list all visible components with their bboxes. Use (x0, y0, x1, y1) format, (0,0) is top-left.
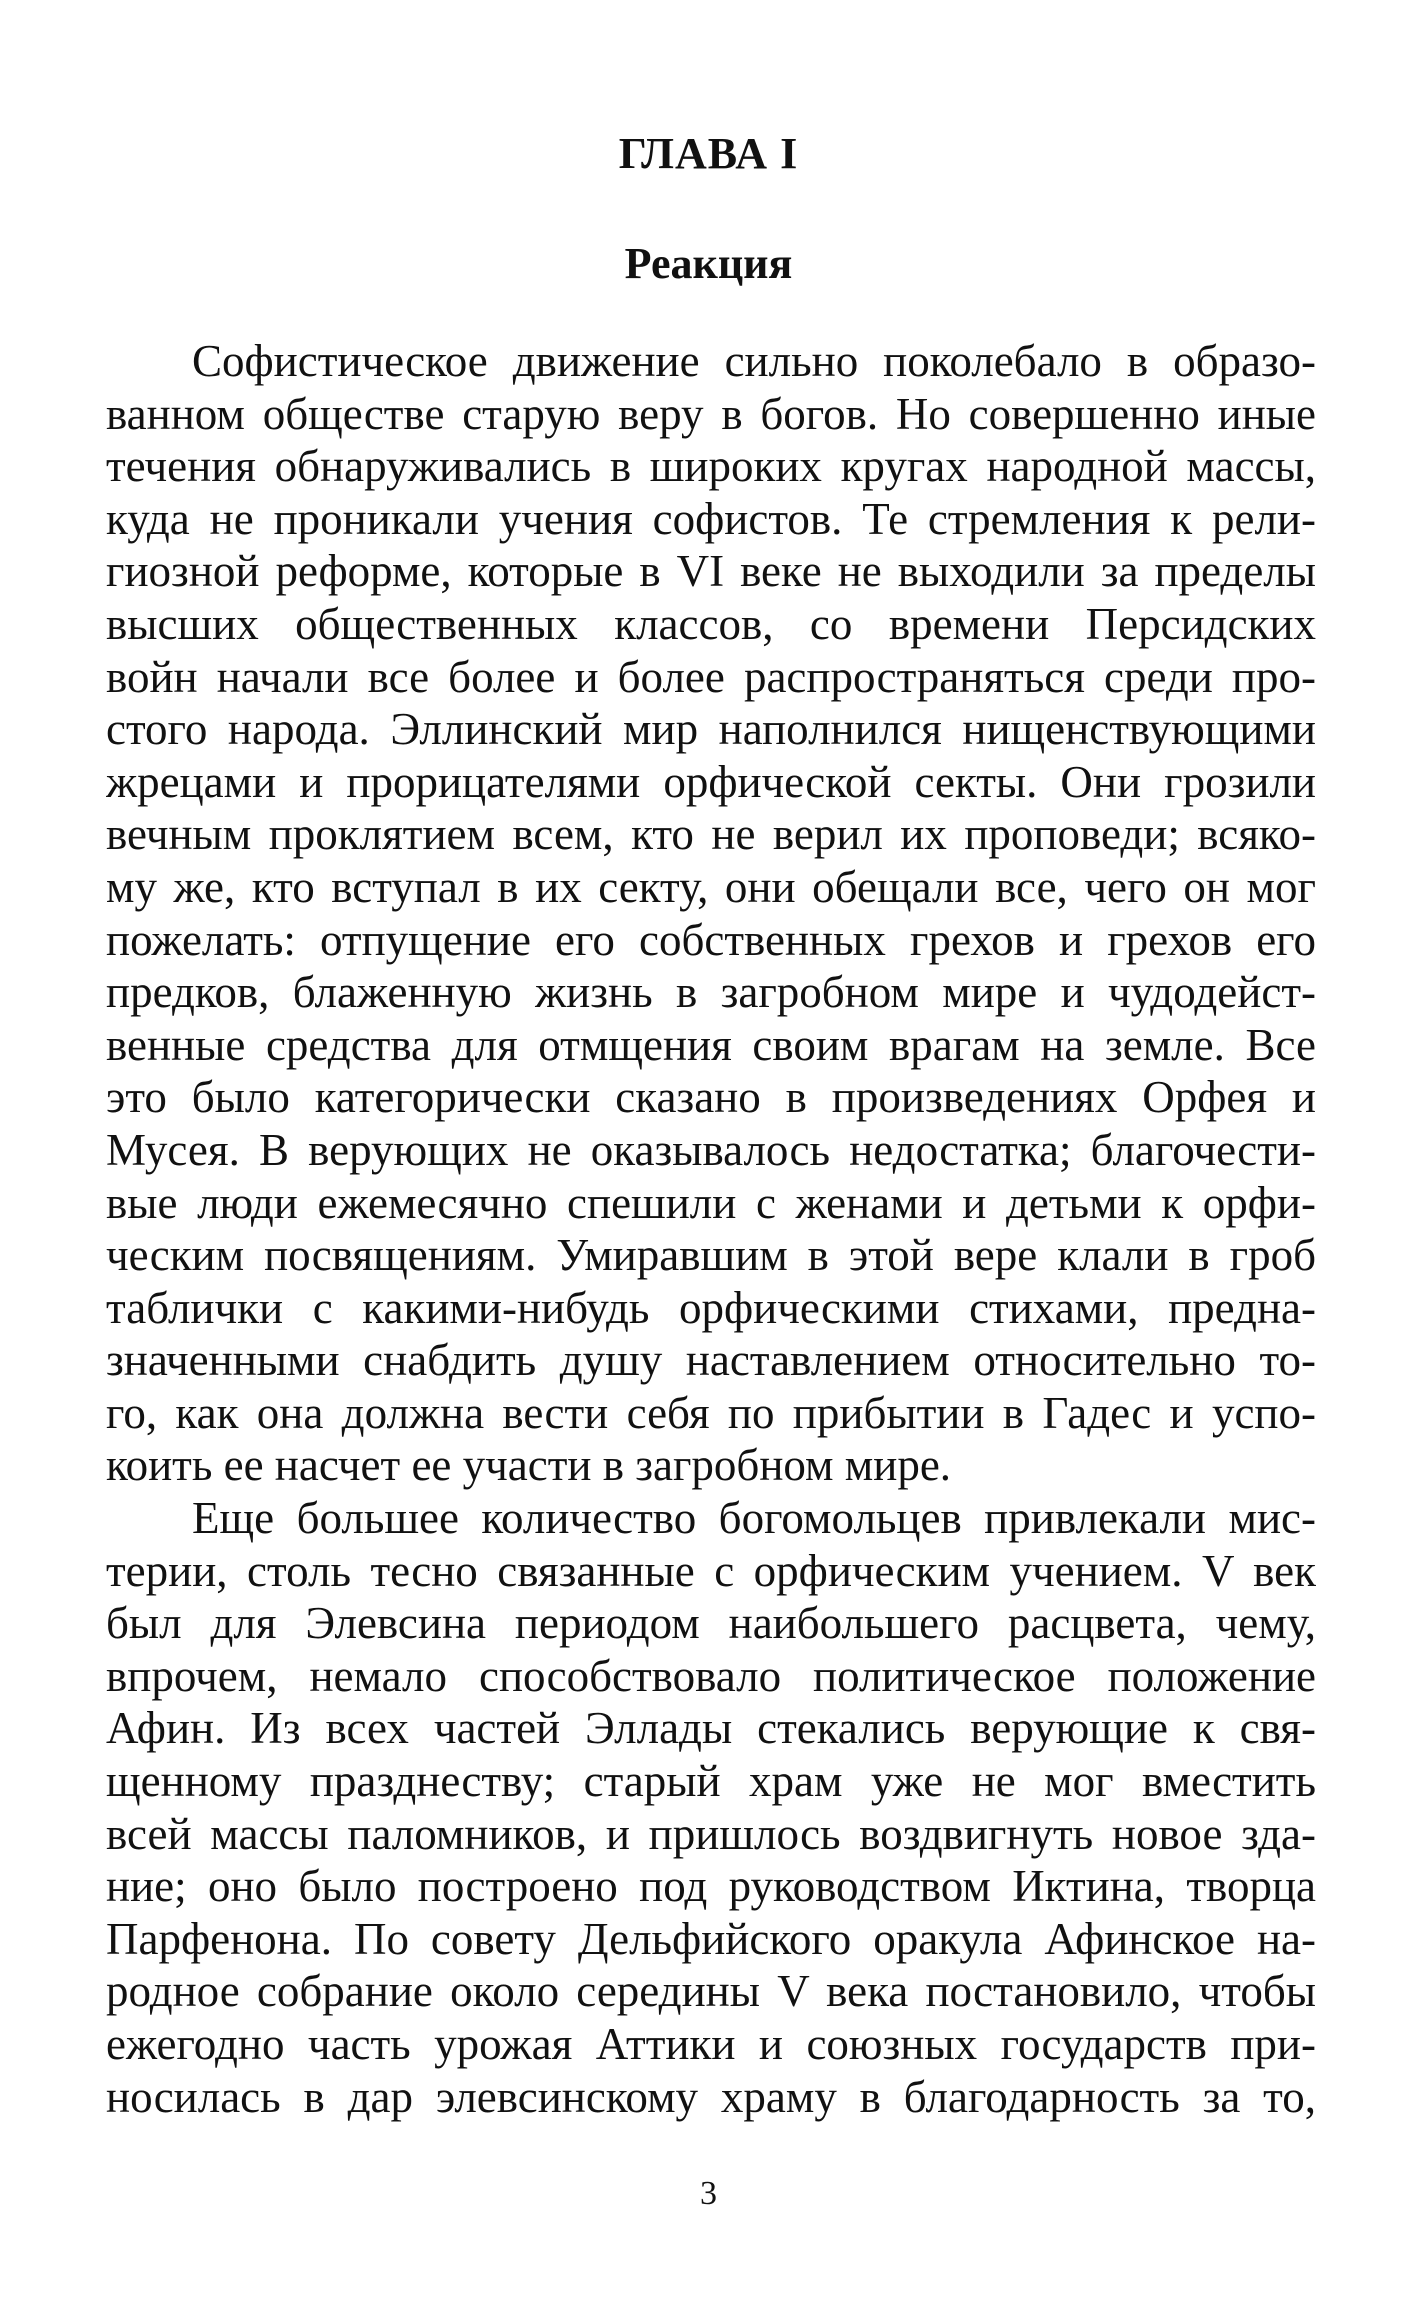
text-line: впрочем, немало способствовало политическое положение (106, 1650, 1316, 1701)
text-line: это было категорически сказано в произведениях Орфея и (106, 1072, 1316, 1123)
body-text (106, 335, 1316, 2123)
text-line: всей массы паломников, и пришлось воздвигнуть новое зда- (106, 1808, 1316, 1859)
text-line: го, как она должна вести себя по прибытии в Гадес и успо- (106, 1387, 1316, 1438)
text-line: Афин. Из всех частей Эллады стекались верующие к свя- (106, 1703, 1316, 1754)
text-line: жрецами и прорицателями орфической секты. Они грозили (106, 756, 1316, 807)
chapter-title: ГЛАВА I (618, 129, 799, 178)
text-line: войн начали все более и более распространяться среди про- (106, 651, 1316, 702)
text-line: носилась в дар элевсинскому храму в благодарность за то, (106, 2071, 1316, 2122)
text-line: был для Элевсина периодом наибольшего расцвета, чему, (106, 1598, 1316, 1649)
text-line: терии, столь тесно связанные с орфическим учением. V век (106, 1545, 1316, 1596)
text-line: Мусея. В верующих не оказывалось недостатка; благочести- (106, 1124, 1316, 1175)
text-line: гиозной реформе, которые в VI веке не выходили за пределы (106, 546, 1316, 597)
text-line: стого народа. Эллинский мир наполнился нищенствующими (106, 704, 1316, 755)
text-line: Еще большее количество богомольцев привлекали мис- (192, 1493, 1316, 1544)
text-line: предков, блаженную жизнь в загробном мире и чудодейст- (106, 967, 1316, 1018)
text-line: таблички с какими-нибудь орфическими стихами, предна- (106, 1282, 1316, 1333)
text-line: пожелать: отпущение его собственных грехов и грехов его (106, 914, 1316, 965)
page-number: 3 (700, 2175, 717, 2212)
text-line: Парфенона. По совету Дельфийского оракула Афинское на- (106, 1913, 1316, 1964)
text-line: ческим посвящениям. Умиравшим в этой вере клали в гроб (106, 1230, 1316, 1281)
text-line: Софистическое движение сильно поколебало в образо- (192, 336, 1316, 386)
text-line: родное собрание около середины V века постановило, чтобы (106, 1966, 1316, 2017)
text-line: высших общественных классов, со времени Персидских (106, 598, 1316, 649)
text-line: куда не проникали учения софистов. Те стремления к рели- (106, 493, 1316, 544)
text-line: щенному празднеству; старый храм уже не мог вместить (106, 1756, 1316, 1807)
text-line: вечным проклятием всем, кто не верил их проповеди; всяко- (106, 809, 1316, 860)
paragraph-2 (106, 1492, 1316, 2123)
text-line: коить ее насчет ее участи в загробном мире. (106, 1440, 952, 1491)
text-line: венные средства для отмщения своим врагам на земле. Все (106, 1019, 1316, 1070)
text-line: му же, кто вступал в их секту, они обещали все, чего он мог (106, 861, 1316, 912)
paragraph-1 (106, 335, 1316, 1492)
text-line: значенными снабдить душу наставлением относительно то- (106, 1335, 1316, 1386)
text-line: ежегодно часть урожая Аттики и союзных государств при- (106, 2019, 1316, 2069)
text-line: вые люди ежемесячно спешили с женами и детьми к орфи- (106, 1177, 1316, 1228)
text-line: ванном обществе старую веру в богов. Но совершенно иные (106, 388, 1316, 439)
section-title: Реакция (624, 239, 793, 288)
text-line: течения обнаруживались в широких кругах народной массы, (106, 441, 1316, 492)
text-line: ние; оно было построено под руководством Иктина, творца (106, 1861, 1316, 1912)
